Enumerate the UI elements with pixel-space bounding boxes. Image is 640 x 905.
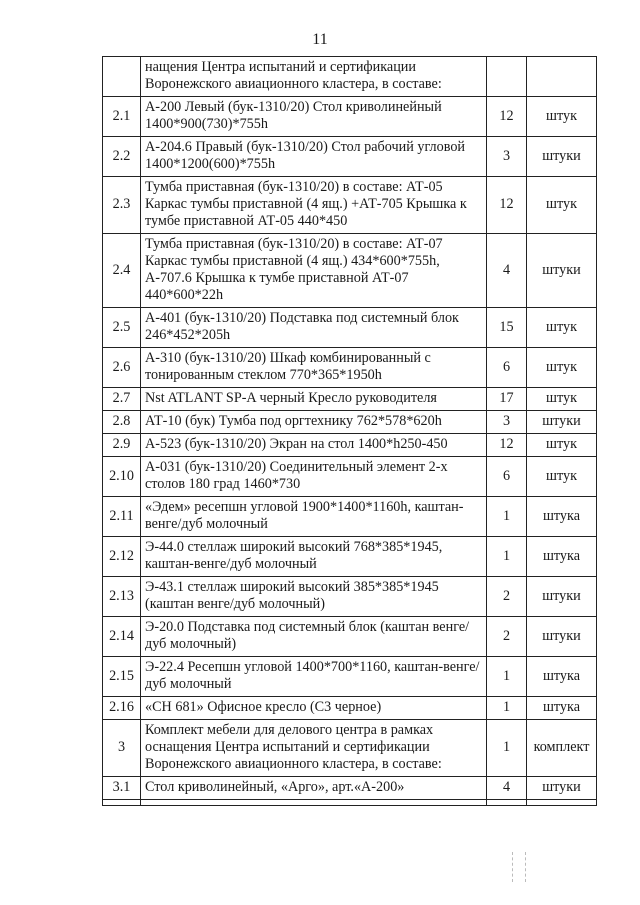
row-unit: штук	[527, 177, 597, 234]
row-number: 2.16	[103, 697, 141, 720]
row-quantity: 1	[487, 537, 527, 577]
row-unit	[527, 57, 597, 97]
row-unit: штуки	[527, 411, 597, 434]
table-row	[103, 434, 597, 457]
row-number: 2.6	[103, 348, 141, 388]
row-description: Э-22.4 Ресепшн угловой 1400*700*1160, каштан-венге/дуб молочный	[141, 657, 487, 697]
row-number: 2.15	[103, 657, 141, 697]
row-quantity: 3	[487, 411, 527, 434]
row-quantity: 4	[487, 234, 527, 308]
table-row	[103, 457, 597, 497]
row-quantity: 2	[487, 577, 527, 617]
table-row	[103, 720, 597, 777]
row-number	[103, 57, 141, 97]
row-unit: штуки	[527, 577, 597, 617]
row-number	[103, 800, 141, 806]
row-quantity: 12	[487, 177, 527, 234]
row-description: А-200 Левый (бук-1310/20) Стол криволинейный 1400*900(730)*755h	[141, 97, 487, 137]
table-row	[103, 497, 597, 537]
row-unit: штука	[527, 497, 597, 537]
row-description: А-523 (бук-1310/20) Экран на стол 1400*h250-450	[141, 434, 487, 457]
row-unit: штуки	[527, 777, 597, 800]
row-number: 2.8	[103, 411, 141, 434]
row-number: 2.13	[103, 577, 141, 617]
row-unit: штук	[527, 348, 597, 388]
row-description	[141, 800, 487, 806]
row-unit: штук	[527, 308, 597, 348]
table-row	[103, 57, 597, 97]
row-description: «Эдем» ресепшн угловой 1900*1400*1160h, каштан-венге/дуб молочный	[141, 497, 487, 537]
row-quantity	[487, 57, 527, 97]
row-description: А-204.6 Правый (бук-1310/20) Стол рабочий угловой 1400*1200(600)*755h	[141, 137, 487, 177]
row-description: «CH 681» Офисное кресло (С3 черное)	[141, 697, 487, 720]
scan-margin-line	[512, 852, 514, 882]
row-quantity: 15	[487, 308, 527, 348]
table-row	[103, 697, 597, 720]
row-unit	[527, 800, 597, 806]
page-number: 11	[312, 31, 328, 48]
row-unit: штуки	[527, 234, 597, 308]
row-quantity: 17	[487, 388, 527, 411]
table-row	[103, 137, 597, 177]
specification-table	[102, 56, 597, 806]
row-unit: штук	[527, 388, 597, 411]
row-quantity: 2	[487, 617, 527, 657]
table-row	[103, 411, 597, 434]
row-description: Стол криволинейный, «Арго», арт.«А-200»	[141, 777, 487, 800]
row-quantity	[487, 800, 527, 806]
row-number: 2.7	[103, 388, 141, 411]
row-quantity: 6	[487, 348, 527, 388]
row-quantity: 1	[487, 720, 527, 777]
table-row	[103, 657, 597, 697]
row-number: 2.4	[103, 234, 141, 308]
row-quantity: 1	[487, 497, 527, 537]
row-description: А-310 (бук-1310/20) Шкаф комбинированный с тонированным стеклом 770*365*1950h	[141, 348, 487, 388]
table-row	[103, 234, 597, 308]
row-quantity: 1	[487, 657, 527, 697]
row-description: Э-20.0 Подставка под системный блок (каштан венге/дуб молочный)	[141, 617, 487, 657]
table-row	[103, 177, 597, 234]
row-description: А-031 (бук-1310/20) Соединительный элемент 2-х столов 180 град 1460*730	[141, 457, 487, 497]
row-description: Тумба приставная (бук-1310/20) в составе: АТ-07 Каркас тумбы приставной (4 ящ.) 434*600*755h, А-707.6 Крышка к тумбе приставной АТ-07 440*600*22h	[141, 234, 487, 308]
table-row	[103, 308, 597, 348]
row-number: 2.11	[103, 497, 141, 537]
row-description: Nst ATLANT SP-A черный Кресло руководителя	[141, 388, 487, 411]
row-description: Э-44.0 стеллаж широкий высокий 768*385*1945, каштан-венге/дуб молочный	[141, 537, 487, 577]
row-quantity: 3	[487, 137, 527, 177]
table-row	[103, 577, 597, 617]
row-description: А-401 (бук-1310/20) Подставка под системный блок 246*452*205h	[141, 308, 487, 348]
scan-margin-line	[525, 852, 527, 882]
row-number: 2.12	[103, 537, 141, 577]
table-row	[103, 617, 597, 657]
row-unit: штук	[527, 434, 597, 457]
row-number: 2.1	[103, 97, 141, 137]
row-description: Э-43.1 стеллаж широкий высокий 385*385*1945 (каштан венге/дуб молочный)	[141, 577, 487, 617]
row-number: 2.14	[103, 617, 141, 657]
row-quantity: 6	[487, 457, 527, 497]
row-quantity: 12	[487, 434, 527, 457]
row-number: 2.10	[103, 457, 141, 497]
row-quantity: 12	[487, 97, 527, 137]
table-row	[103, 537, 597, 577]
row-unit: комплект	[527, 720, 597, 777]
row-number: 3.1	[103, 777, 141, 800]
row-description: Комплект мебели для делового центра в рамках оснащения Центра испытаний и сертификации Воронежского авиационного кластера, в составе:	[141, 720, 487, 777]
row-unit: штука	[527, 537, 597, 577]
table-row	[103, 388, 597, 411]
row-unit: штуки	[527, 137, 597, 177]
row-number: 3	[103, 720, 141, 777]
row-description: АТ-10 (бук) Тумба под оргтехнику 762*578*620h	[141, 411, 487, 434]
row-number: 2.3	[103, 177, 141, 234]
table-row	[103, 777, 597, 800]
row-description: Тумба приставная (бук-1310/20) в составе: АТ-05 Каркас тумбы приставной (4 ящ.) +АТ-705 Крышка к тумбе приставной АТ-05 440*450	[141, 177, 487, 234]
row-unit: штуки	[527, 617, 597, 657]
row-unit: штук	[527, 457, 597, 497]
row-description: нащения Центра испытаний и сертификации Воронежского авиационного кластера, в составе:	[141, 57, 487, 97]
table-row	[103, 800, 597, 806]
row-number: 2.9	[103, 434, 141, 457]
row-number: 2.5	[103, 308, 141, 348]
specification-table-body	[103, 57, 597, 806]
row-unit: штук	[527, 97, 597, 137]
row-number: 2.2	[103, 137, 141, 177]
row-unit: штука	[527, 697, 597, 720]
table-row	[103, 97, 597, 137]
row-quantity: 1	[487, 697, 527, 720]
table-row	[103, 348, 597, 388]
row-quantity: 4	[487, 777, 527, 800]
row-unit: штука	[527, 657, 597, 697]
